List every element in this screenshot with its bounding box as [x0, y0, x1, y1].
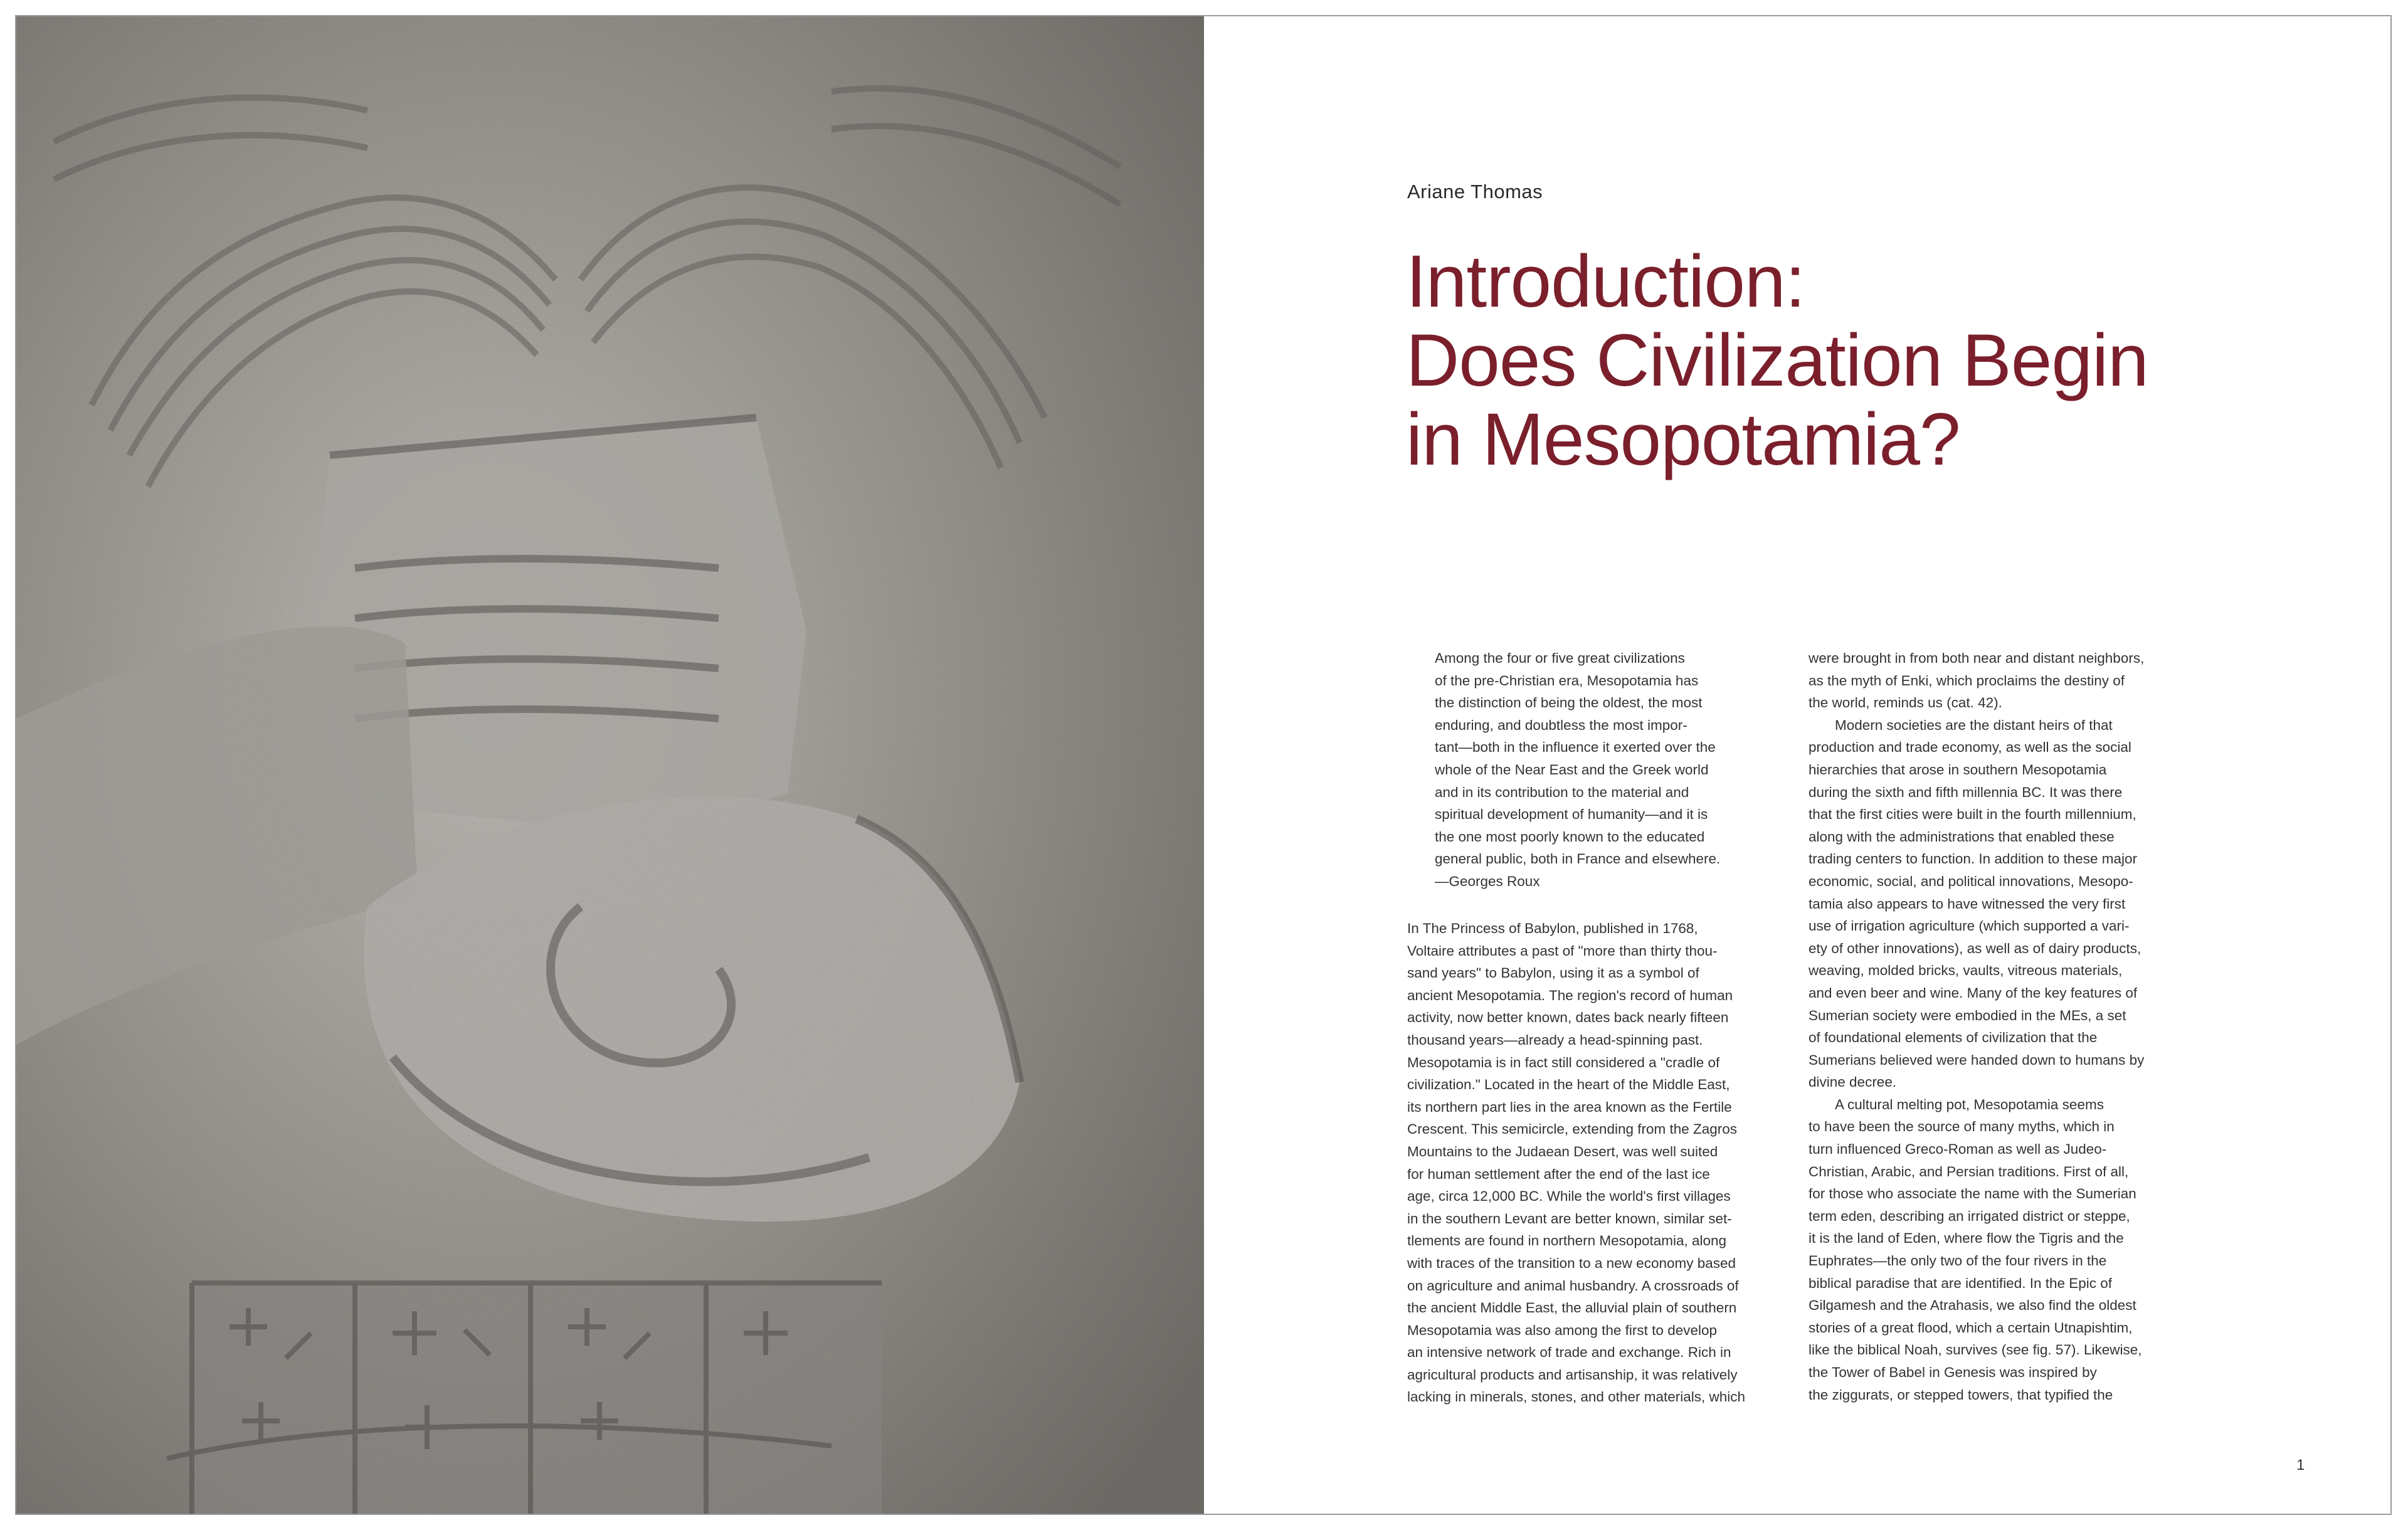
body-line: Mesopotamia is in fact still considered a "cradle of: [1407, 1054, 1720, 1070]
body-line: turn influenced Greco-Roman as well as Judeo-: [1809, 1141, 2107, 1158]
body-line: the ancient Middle East, the alluvial plain of southern: [1407, 1300, 1737, 1316]
body-line: biblical paradise that are identified. In the Epic of: [1809, 1275, 2113, 1291]
body-line: sand years" to Babylon, using it as a symbol of: [1407, 965, 1699, 981]
body-line: for those who associate the name with the Sumerian: [1809, 1186, 2136, 1202]
body-line: ety of other innovations), as well as of dairy products,: [1809, 940, 2141, 956]
body-line: trading centers to function. In addition to these major: [1809, 851, 2138, 867]
text-page: [1205, 16, 2392, 1514]
epigraph-line: Among the four or five great civilizations: [1435, 650, 1685, 666]
body-line: it is the land of Eden, where flow the Tigris and the: [1809, 1230, 2124, 1247]
body-line: Mountains to the Judaean Desert, was well suited: [1407, 1143, 1718, 1159]
epigraph-line: tant—both in the influence it exerted over the: [1435, 739, 1716, 756]
body-line: activity, now better known, dates back nearly fifteen: [1407, 1010, 1729, 1026]
body-line: to have been the source of many myths, which in: [1809, 1119, 2115, 1135]
body-line: like the biblical Noah, survives (see fig. 57). Likewise,: [1809, 1342, 2142, 1358]
body-line: weaving, molded bricks, vaults, vitreous materials,: [1809, 963, 2123, 979]
body-line: civilization." Located in the heart of the Middle East,: [1407, 1077, 1730, 1093]
epigraph-line: of the pre-Christian era, Mesopotamia has: [1435, 672, 1699, 688]
body-line: that the first cities were built in the fourth millennium,: [1809, 806, 2136, 823]
body-line: In The Princess of Babylon, published in 1768,: [1407, 921, 1698, 936]
body-line: as the myth of Enki, which proclaims the destiny of: [1809, 672, 2125, 688]
epigraph: [1435, 647, 1773, 893]
body-line: Gilgamesh and the Atrahasis, we also find the oldest: [1809, 1297, 2136, 1314]
epigraph-line: enduring, and doubtless the most impor-: [1435, 717, 1687, 733]
body-line: in the southern Levant are better known, similar set-: [1407, 1210, 1732, 1227]
body-line: Voltaire attributes a past of "more than thirty thou-: [1407, 942, 1718, 959]
body-line: ancient Mesopotamia. The region's record of human: [1407, 987, 1733, 1003]
body-line: age, circa 12,000 BC. While the world's first villages: [1407, 1188, 1731, 1205]
stone-relief-icon: [16, 16, 1204, 1514]
body-line: of foundational elements of civilization that the: [1809, 1030, 2098, 1046]
body-column-right: [1809, 647, 2191, 1406]
body-line: Crescent. This semicircle, extending from the Zagros: [1407, 1121, 1738, 1137]
body-line: Sumerian society were embodied in the MEs, a set: [1809, 1007, 2126, 1023]
body-line: tlements are found in northern Mesopotamia, along: [1407, 1233, 1727, 1249]
body-line: on agriculture and animal husbandry. A crossroads of: [1407, 1277, 1739, 1294]
title-line: Does Civilization Begin: [1406, 319, 2148, 402]
title-line: Introduction:: [1406, 240, 1805, 323]
epigraph-line: the distinction of being the oldest, the most: [1435, 695, 1703, 711]
epigraph-line: spiritual development of humanity—and it is: [1435, 806, 1708, 823]
chapter-title: [1406, 242, 2284, 479]
epigraph-line: whole of the Near East and the Greek world: [1435, 761, 1709, 778]
book-spread: [15, 15, 2392, 1515]
body-line: the ziggurats, or stepped towers, that typified the: [1809, 1386, 2113, 1403]
body-line: were brought in from both near and distant neighbors,: [1809, 650, 2145, 666]
body-line: agricultural products and artisanship, it was relatively: [1407, 1366, 1738, 1383]
body-line: the Tower of Babel in Genesis was inspired by: [1809, 1364, 2097, 1380]
body-line: Christian, Arabic, and Persian traditions. First of all,: [1809, 1163, 2129, 1179]
body-line: use of irrigation agriculture (which supported a vari-: [1809, 918, 2130, 934]
body-line: Euphrates—the only two of the four rivers in the: [1809, 1253, 2107, 1269]
body-line: with traces of the transition to a new economy based: [1407, 1255, 1736, 1271]
body-line: divine decree.: [1809, 1074, 1897, 1090]
body-column-left: [1407, 917, 1790, 1408]
body-line: for human settlement after the end of the last ice: [1407, 1166, 1710, 1182]
body-line: tamia also appears to have witnessed the very first: [1809, 895, 2126, 912]
body-line: thousand years—already a head-spinning past.: [1407, 1031, 1703, 1048]
body-line: lacking in minerals, stones, and other materials, which: [1407, 1389, 1746, 1405]
title-line: in Mesopotamia?: [1406, 398, 1960, 481]
body-line: an intensive network of trade and exchange. Rich in: [1407, 1344, 1731, 1361]
body-line: Modern societies are the distant heirs of that: [1835, 717, 2113, 733]
body-line: Sumerians believed were handed down to humans by: [1809, 1052, 2145, 1068]
epigraph-line: general public, both in France and elsewhere.: [1435, 851, 1721, 867]
body-line: Mesopotamia was also among the first to develop: [1407, 1322, 1718, 1338]
body-line: along with the administrations that enabled these: [1809, 828, 2115, 845]
body-line: A cultural melting pot, Mesopotamia seems: [1835, 1096, 2104, 1112]
author-name: Ariane Thomas: [1407, 181, 1543, 203]
body-line: production and trade economy, as well as the social: [1809, 739, 2131, 756]
body-line: its northern part lies in the area known as the Fertile: [1407, 1099, 1732, 1115]
body-line: stories of a great flood, which a certain Utnapishtim,: [1809, 1319, 2133, 1336]
body-line: hierarchies that arose in southern Mesopotamia: [1809, 761, 2107, 778]
body-line: term eden, describing an irrigated district or steppe,: [1809, 1208, 2130, 1224]
body-line: during the sixth and fifth millennia BC. It was there: [1809, 784, 2123, 800]
epigraph-line: the one most poorly known to the educated: [1435, 828, 1705, 845]
body-line: economic, social, and political innovations, Mesopo-: [1809, 873, 2133, 889]
page-number: 1: [2296, 1457, 2305, 1474]
body-line: the world, reminds us (cat. 42).: [1809, 695, 2002, 711]
epigraph-attribution: —Georges Roux: [1435, 873, 1540, 889]
relief-photo: [16, 16, 1204, 1514]
epigraph-line: and in its contribution to the material and: [1435, 784, 1689, 800]
body-line: and even beer and wine. Many of the key features of: [1809, 984, 2138, 1001]
